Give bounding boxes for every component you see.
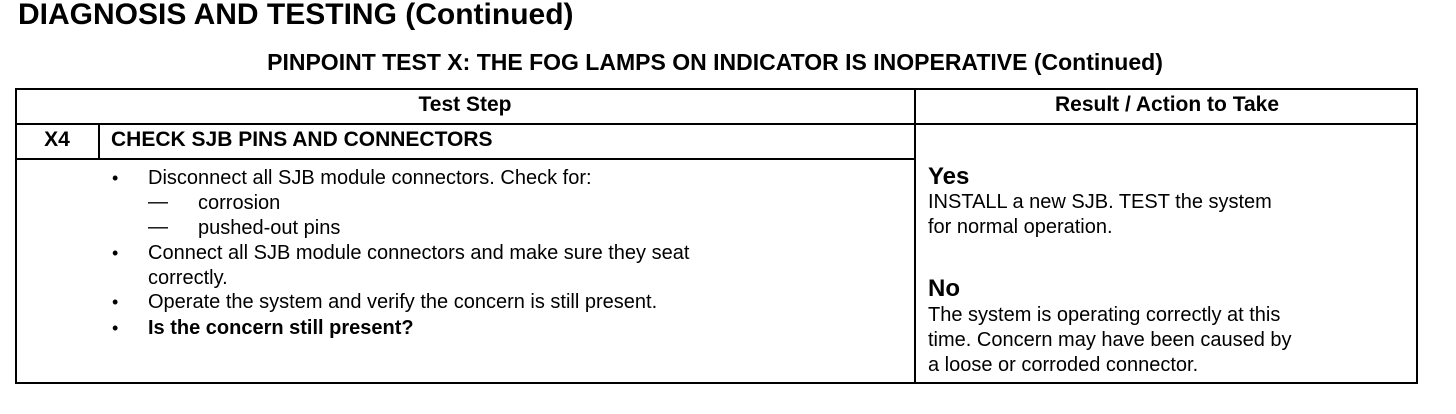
bullet-icon: • xyxy=(112,168,119,188)
result-no-line2: time. Concern may have been caused by xyxy=(928,329,1292,351)
bullet-icon: • xyxy=(112,292,119,312)
dash-icon: — xyxy=(148,191,168,213)
header-result-action: Result / Action to Take xyxy=(1054,93,1280,116)
header-divider xyxy=(15,123,1418,125)
dash-icon: — xyxy=(148,216,168,238)
step-title: CHECK SJB PINS AND CONNECTORS xyxy=(111,128,493,151)
result-no-label: No xyxy=(928,275,960,302)
bullet-icon: • xyxy=(112,243,119,263)
question-concern-present: Is the concern still present? xyxy=(148,317,414,339)
instruction-operate: Operate the system and verify the concern is still present. xyxy=(148,291,658,313)
result-yes-line1: INSTALL a new SJB. TEST the system xyxy=(928,191,1272,213)
page-title: DIAGNOSIS AND TESTING (Continued) xyxy=(18,0,574,31)
header-test-step: Test Step xyxy=(418,93,512,116)
check-item-pushed-out-pins: pushed-out pins xyxy=(198,217,341,239)
step-title-divider xyxy=(15,158,915,160)
bullet-icon: • xyxy=(112,318,119,338)
step-id: X4 xyxy=(44,128,70,151)
result-no-line3: a loose or corroded connector. xyxy=(928,354,1199,376)
check-item-corrosion: corrosion xyxy=(198,192,281,214)
instruction-connect-line2: correctly. xyxy=(148,267,228,289)
column-divider xyxy=(914,88,916,384)
result-yes-line2: for normal operation. xyxy=(928,216,1113,238)
result-no-line1: The system is operating correctly at this xyxy=(928,304,1281,326)
instruction-connect-line1: Connect all SJB module connectors and make sure they seat xyxy=(148,242,690,264)
instruction-disconnect: Disconnect all SJB module connectors. Check for: xyxy=(148,167,592,189)
pinpoint-test-title: PINPOINT TEST X: THE FOG LAMPS ON INDICATOR IS INOPERATIVE (Continued) xyxy=(267,49,1163,75)
result-yes-label: Yes xyxy=(928,163,970,190)
